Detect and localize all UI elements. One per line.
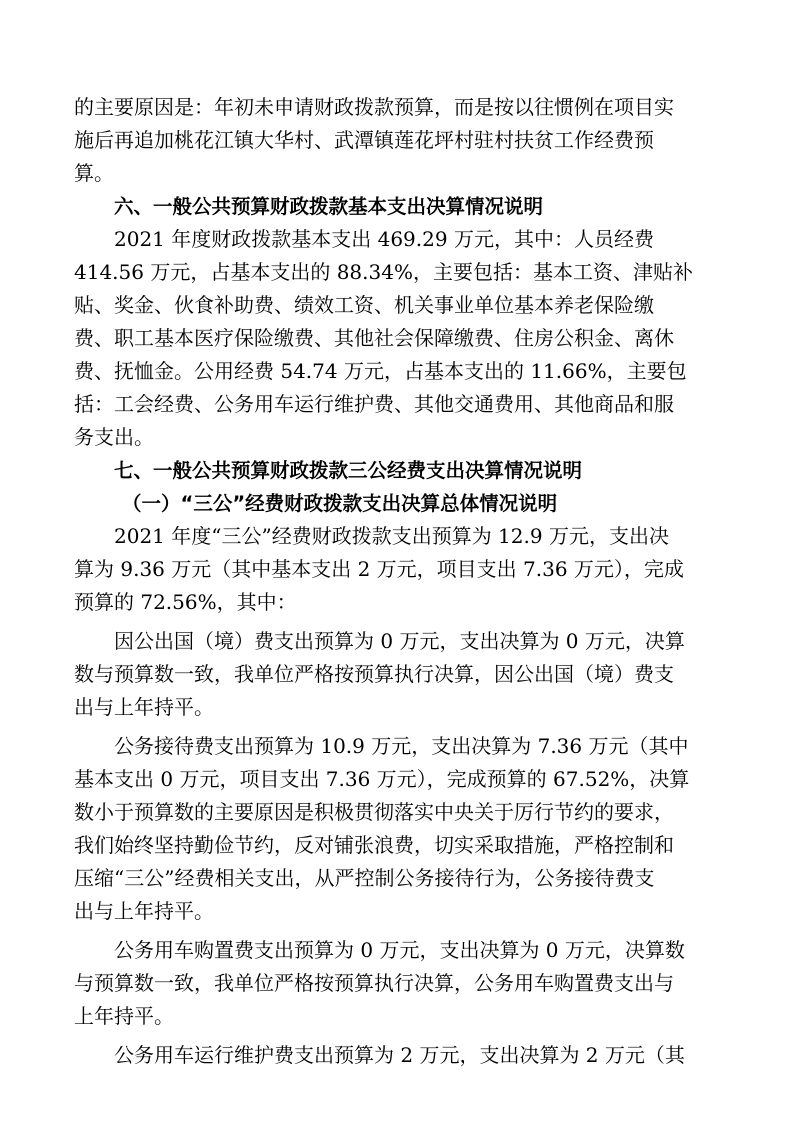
text-line: 算为 9.36 万元（其中基本支出 2 万元，项目支出 7.36 万元），完成 — [74, 557, 684, 581]
text-line: 基本支出 0 万元，项目支出 7.36 万元），完成预算的 67.52%，决算 — [74, 767, 690, 791]
section-heading: 六、一般公共预算财政拨款基本支出决算情况说明 — [114, 195, 544, 218]
text-line: 费、职工基本医疗保险缴费、其他社会保障缴费、住房公积金、离休 — [74, 326, 674, 350]
subsection-heading: （一）“三公”经费财政拨款支出决算总体情况说明 — [122, 492, 558, 515]
document-page — [74, 91, 734, 1072]
text-line: 务支出。 — [74, 425, 154, 449]
text-line: 施后再追加桃花江镇大华村、武潭镇莲花坪村驻村扶贫工作经费预 — [74, 128, 654, 152]
text-line: 2021 年度财政拨款基本支出 469.29 万元，其中：人员经费 — [114, 227, 654, 251]
text-line: 贴、奖金、伙食补助费、绩效工资、机关事业单位基本养老保险缴 — [74, 293, 654, 317]
text-line: 数与预算数一致，我单位严格按预算执行决算，因公出国（境）费支 — [74, 662, 674, 686]
text-line: 费、抚恤金。公用经费 54.74 万元，占基本支出的 11.66%，主要包 — [74, 359, 687, 383]
text-line: 2021 年度“三公”经费财政拨款支出预算为 12.9 万元，支出决 — [114, 524, 669, 548]
text-line: 公务接待费支出预算为 10.9 万元，支出决算为 7.36 万元（其中 — [114, 734, 689, 758]
text-line: 算。 — [74, 161, 114, 185]
text-line: 数小于预算数的主要原因是积极贯彻落实中央关于厉行节约的要求， — [74, 800, 674, 824]
text-line: 括：工会经费、公务用车运行维护费、其他交通费用、其他商品和服 — [74, 392, 674, 416]
text-line: 出与上年持平。 — [74, 695, 214, 719]
text-line: 公务用车购置费支出预算为 0 万元，支出决算为 0 万元，决算数 — [114, 938, 685, 962]
text-line: 因公出国（境）费支出预算为 0 万元，支出决算为 0 万元，决算 — [114, 629, 685, 653]
text-line: 414.56 万元，占基本支出的 88.34%，主要包括：基本工资、津贴补 — [74, 260, 693, 284]
text-line: 与预算数一致，我单位严格按预算执行决算，公务用车购置费支出与 — [74, 971, 674, 995]
text-line: 我们始终坚持勤俭节约，反对铺张浪费，切实采取措施，严格控制和 — [74, 833, 674, 857]
text-line: 的主要原因是：年初未申请财政拨款预算，而是按以往惯例在项目实 — [74, 95, 674, 119]
text-line: 预算的 72.56%，其中： — [74, 590, 297, 614]
text-line: 上年持平。 — [74, 1004, 174, 1028]
text-line: 压缩“三公”经费相关支出，从严控制公务接待行为，公务接待费支 — [74, 866, 655, 890]
text-line: 公务用车运行维护费支出预算为 2 万元，支出决算为 2 万元（其 — [114, 1043, 685, 1067]
section-heading: 七、一般公共预算财政拨款三公经费支出决算情况说明 — [114, 459, 583, 482]
text-line: 出与上年持平。 — [74, 899, 214, 923]
